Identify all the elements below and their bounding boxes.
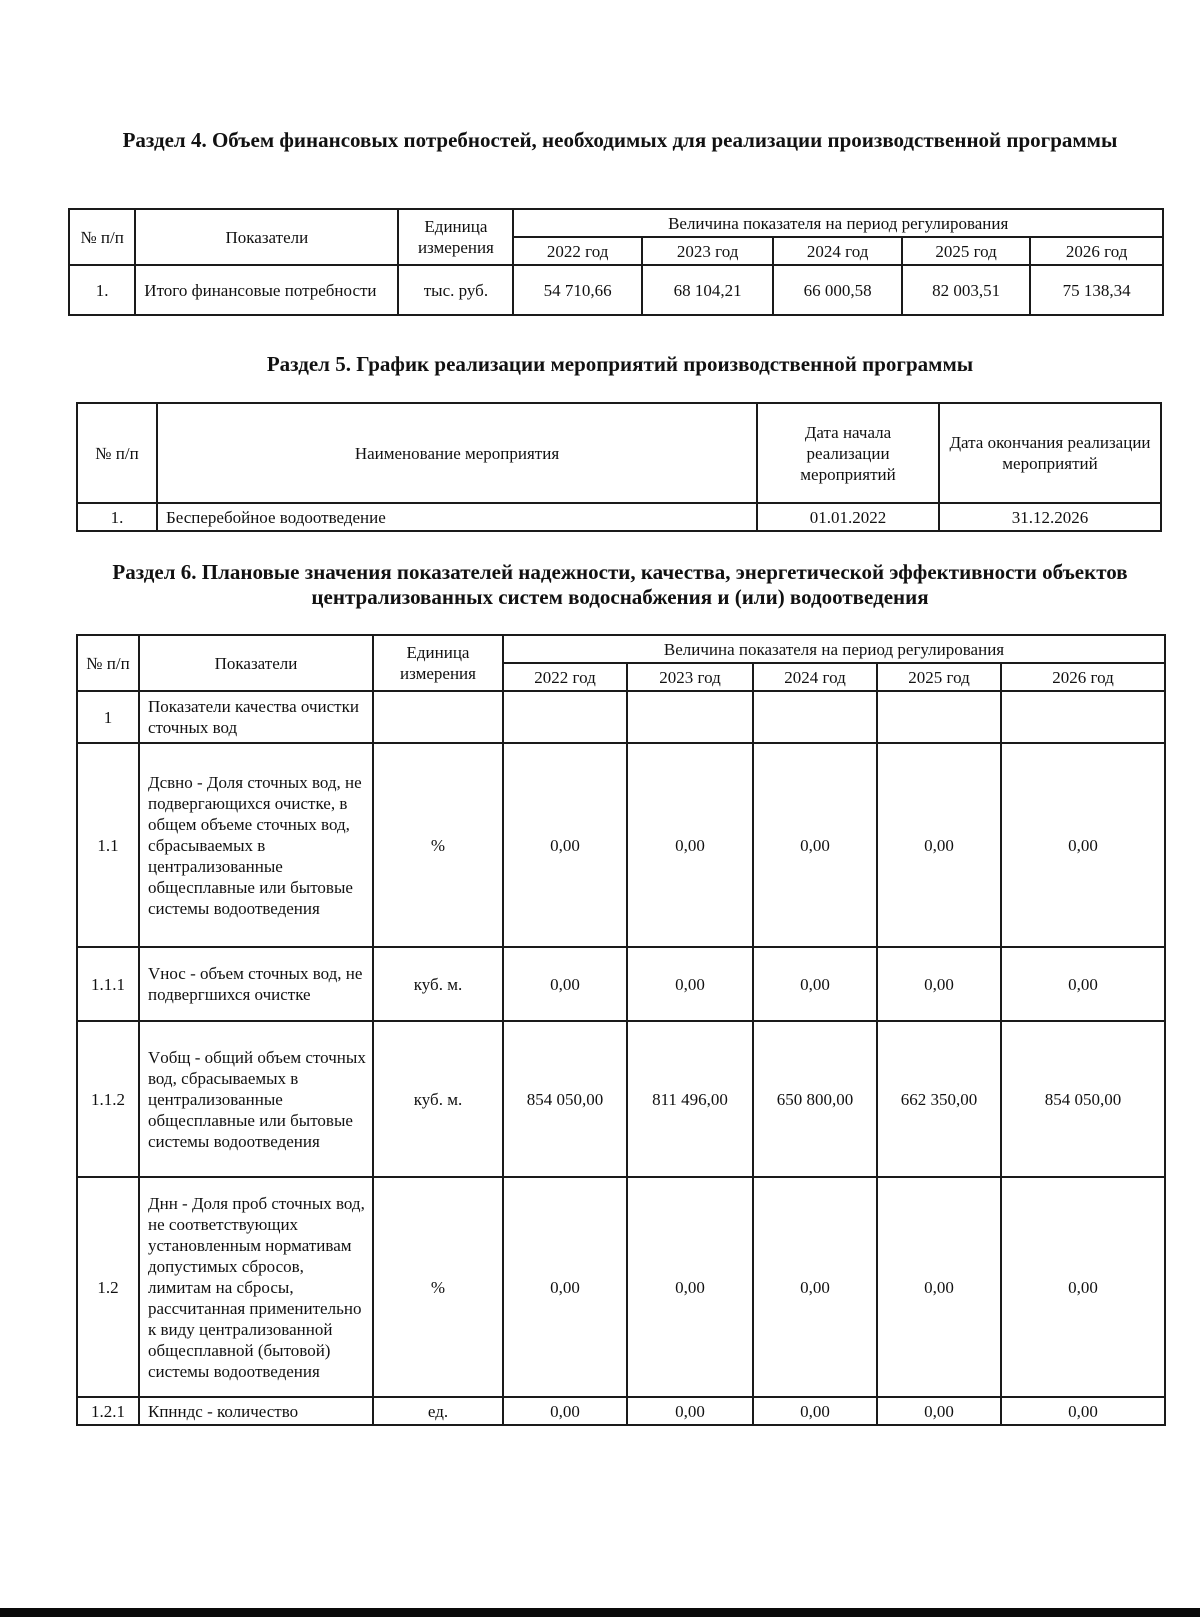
header-year: 2026 год <box>1030 237 1163 265</box>
section6-title: Раздел 6. Плановые значения показателей надежности, качества, энергетической эффективности объектов централизованных систем водоснабжения и (или) водоотведения <box>112 560 1128 609</box>
row-value: 68 104,21 <box>642 265 774 315</box>
row-num: 1.1 <box>77 743 139 947</box>
row-value: 854 050,00 <box>1001 1021 1165 1177</box>
row-value: 0,00 <box>627 1177 753 1397</box>
row-value <box>503 691 627 743</box>
financial-needs-table <box>68 208 1164 316</box>
header-indicator: Показатели <box>139 635 373 691</box>
scan-edge-bar <box>0 1608 1200 1617</box>
row-name: Днн - Доля проб сточных вод, не соответствующих установленным нормативам допустимых сбросов, лимитам на сбросы, рассчитанная применительно к виду централизованной общесплавной (бытовой) системы водоотведения <box>139 1177 373 1397</box>
header-period: Величина показателя на период регулирования <box>503 635 1165 663</box>
header-unit: Единица измерения <box>373 635 503 691</box>
row-value: 0,00 <box>503 1397 627 1425</box>
row-value: 0,00 <box>753 947 877 1021</box>
header-year: 2022 год <box>503 663 627 691</box>
table-row <box>77 1177 1165 1397</box>
row-value: 0,00 <box>627 1397 753 1425</box>
row-name: Итого финансовые потребности <box>135 265 398 315</box>
header-start-date: Дата начала реализации мероприятий <box>757 403 939 503</box>
row-value: 0,00 <box>1001 947 1165 1021</box>
row-end-date: 31.12.2026 <box>939 503 1161 531</box>
row-value: 0,00 <box>627 743 753 947</box>
row-num: 1. <box>77 503 157 531</box>
header-year: 2025 год <box>902 237 1030 265</box>
header-year: 2025 год <box>877 663 1001 691</box>
row-name: Vнос - объем сточных вод, не подвергшихся очистке <box>139 947 373 1021</box>
header-year: 2023 год <box>627 663 753 691</box>
table-row <box>77 691 1165 743</box>
row-name: Кпнндс - количество <box>139 1397 373 1425</box>
row-name: Бесперебойное водоотведение <box>157 503 757 531</box>
schedule-table <box>76 402 1162 532</box>
row-value: 0,00 <box>1001 1177 1165 1397</box>
row-num: 1.2 <box>77 1177 139 1397</box>
header-year: 2022 год <box>513 237 641 265</box>
header-end-date: Дата окончания реализации мероприятий <box>939 403 1161 503</box>
row-start-date: 01.01.2022 <box>757 503 939 531</box>
row-value: 854 050,00 <box>503 1021 627 1177</box>
row-num: 1.1.1 <box>77 947 139 1021</box>
row-value: 82 003,51 <box>902 265 1030 315</box>
row-unit <box>373 691 503 743</box>
section5-title: Раздел 5. График реализации мероприятий производственной программы <box>266 352 974 376</box>
section4-title: Раздел 4. Объем финансовых потребностей, необходимых для реализации производственной программы <box>122 128 1118 152</box>
row-num: 1.2.1 <box>77 1397 139 1425</box>
table-row <box>77 1021 1165 1177</box>
row-value <box>877 691 1001 743</box>
row-value: 650 800,00 <box>753 1021 877 1177</box>
row-value: 0,00 <box>1001 743 1165 947</box>
header-indicator: Показатели <box>135 209 398 265</box>
row-unit: куб. м. <box>373 947 503 1021</box>
header-num: № п/п <box>77 403 157 503</box>
row-value: 0,00 <box>877 1397 1001 1425</box>
row-num: 1 <box>77 691 139 743</box>
table-row <box>77 743 1165 947</box>
row-value: 0,00 <box>627 947 753 1021</box>
row-value <box>627 691 753 743</box>
row-value: 0,00 <box>503 743 627 947</box>
table-row <box>77 947 1165 1021</box>
row-value: 0,00 <box>1001 1397 1165 1425</box>
row-name: Показатели качества очистки сточных вод <box>139 691 373 743</box>
header-period: Величина показателя на период регулирования <box>513 209 1163 237</box>
row-name: Vобщ - общий объем сточных вод, сбрасываемых в централизованные общесплавные или бытовые системы водоотведения <box>139 1021 373 1177</box>
row-value: 0,00 <box>503 1177 627 1397</box>
row-value: 54 710,66 <box>513 265 641 315</box>
row-value: 66 000,58 <box>773 265 901 315</box>
reliability-indicators-table <box>76 634 1166 1426</box>
row-name: Дсвно - Доля сточных вод, не подвергающихся очистке, в общем объеме сточных вод, сбрасываемых в централизованные общесплавные или бытовые системы водоотведения <box>139 743 373 947</box>
row-value: 0,00 <box>753 1177 877 1397</box>
row-value: 662 350,00 <box>877 1021 1001 1177</box>
row-unit: ед. <box>373 1397 503 1425</box>
row-num: 1. <box>69 265 135 315</box>
row-unit: % <box>373 743 503 947</box>
row-unit: % <box>373 1177 503 1397</box>
header-name: Наименование мероприятия <box>157 403 757 503</box>
row-unit: тыс. руб. <box>398 265 513 315</box>
header-year: 2024 год <box>753 663 877 691</box>
row-value: 0,00 <box>503 947 627 1021</box>
row-num: 1.1.2 <box>77 1021 139 1177</box>
row-value: 0,00 <box>877 743 1001 947</box>
table-row <box>77 503 1161 531</box>
header-num: № п/п <box>77 635 139 691</box>
row-value <box>1001 691 1165 743</box>
table-row <box>77 1397 1165 1425</box>
header-year: 2026 год <box>1001 663 1165 691</box>
header-year: 2023 год <box>642 237 774 265</box>
header-num: № п/п <box>69 209 135 265</box>
row-value: 0,00 <box>877 1177 1001 1397</box>
row-value: 0,00 <box>753 1397 877 1425</box>
header-year: 2024 год <box>773 237 901 265</box>
row-value: 0,00 <box>877 947 1001 1021</box>
row-unit: куб. м. <box>373 1021 503 1177</box>
header-unit: Единица измерения <box>398 209 513 265</box>
row-value: 811 496,00 <box>627 1021 753 1177</box>
row-value: 0,00 <box>753 743 877 947</box>
table-row <box>69 265 1163 315</box>
row-value <box>753 691 877 743</box>
row-value: 75 138,34 <box>1030 265 1163 315</box>
